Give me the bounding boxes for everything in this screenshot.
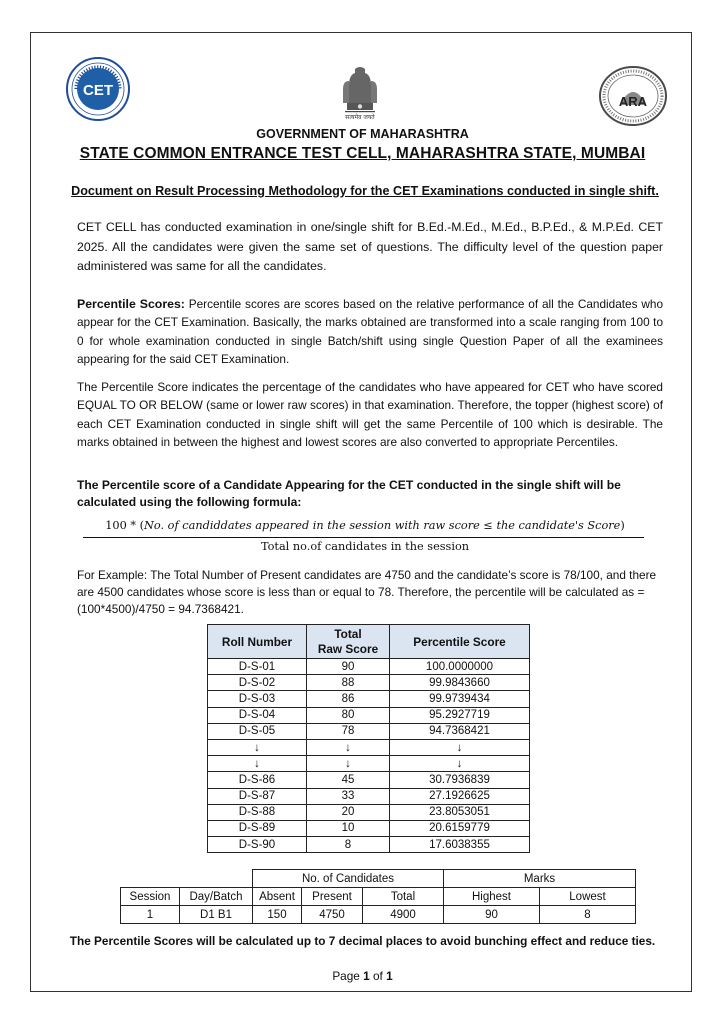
cell-raw-score: 90 xyxy=(307,659,390,675)
header-total: Total xyxy=(363,888,444,906)
cell-lowest: 8 xyxy=(540,906,636,924)
cell-roll-number: D-S-05 xyxy=(208,723,307,739)
table-row xyxy=(208,756,530,772)
footer-middle: of xyxy=(369,969,387,983)
header-percentile-score: Percentile Score xyxy=(390,625,530,659)
group-header-marks: Marks xyxy=(444,870,636,888)
header-lowest: Lowest xyxy=(540,888,636,906)
cell-highest: 90 xyxy=(444,906,540,924)
table-row xyxy=(208,707,530,723)
cell-name-heading: STATE COMMON ENTRANCE TEST CELL, MAHARASHTRA STATE, MUMBAI xyxy=(79,145,646,162)
cell-raw-score: 33 xyxy=(307,788,390,804)
svg-text:ARA: ARA xyxy=(618,94,648,109)
cell-raw-score: 78 xyxy=(307,723,390,739)
table-row xyxy=(208,804,530,820)
header-session: Session xyxy=(121,888,180,906)
summary-table xyxy=(120,869,636,924)
emblem-motto: सत्यमेव जयते xyxy=(345,114,375,121)
footer-current-page: 1 xyxy=(363,969,370,983)
cell-raw-score: ↓ xyxy=(307,756,390,772)
formula-prefix: 100 * ( xyxy=(105,519,145,532)
cell-roll-number: D-S-87 xyxy=(208,788,307,804)
header-raw-score: Raw Score xyxy=(317,641,379,656)
cell-percentile: 20.6159779 xyxy=(390,820,530,836)
percentile-scores-text: Percentile scores are scores based on the relative performance of all the Candidates who appear for the CET Examination. Basically, the marks obtained are transformed into a scale ranging from 100 to 0 for whole examination conducted in single Batch/shift using single Question Paper of all the examinees appearing for the said CET Examination. xyxy=(77,297,664,366)
cell-session: 1 xyxy=(121,906,180,924)
government-heading: GOVERNMENT OF MAHARASHTRA xyxy=(256,127,469,141)
cell-day-batch: D1 B1 xyxy=(180,906,253,924)
formula-numerator-text: No. of candiddates appeared in the session with raw score ≤ the candidate's Score xyxy=(144,519,621,532)
cell-raw-score: ↓ xyxy=(307,739,390,755)
cell-percentile: 100.0000000 xyxy=(390,659,530,675)
cell-raw-score: 45 xyxy=(307,772,390,788)
table-row xyxy=(208,788,530,804)
cell-roll-number: D-S-01 xyxy=(208,659,307,675)
footer-prefix: Page xyxy=(332,969,364,983)
percentile-scores-heading: Percentile Scores: xyxy=(77,297,185,311)
intro-paragraph: CET CELL has conducted examination in one/single shift for B.Ed.-M.Ed., M.Ed., B.P.Ed., & M.P.Ed. CET 2025. All the candidates were given the same set of questions. The difficulty level of the question paper administered was same for all the candidates. xyxy=(77,220,663,273)
header-absent: Absent xyxy=(253,888,302,906)
example-paragraph: For Example: The Total Number of Present candidates are 4750 and the candidate’s score is 78/100, and there are 4500 candidates whose score is less than or equal to 78. Therefore, the percentile will be calculated as = (100*4500)/4750 = 94.7368421. xyxy=(77,568,657,616)
table-row xyxy=(208,659,530,675)
cell-percentile: 95.2927719 xyxy=(390,707,530,723)
cet-cell-logo xyxy=(66,57,130,121)
cell-raw-score: 20 xyxy=(307,804,390,820)
formula-numerator xyxy=(80,519,650,532)
cell-percentile: 27.1926625 xyxy=(390,788,530,804)
formula-fraction-bar xyxy=(83,537,644,538)
svg-text:CET: CET xyxy=(83,82,113,99)
cell-percentile: 99.9739434 xyxy=(390,691,530,707)
cell-raw-score: 8 xyxy=(307,837,390,853)
group-header-candidates: No. of Candidates xyxy=(253,870,444,888)
cell-percentile: 17.6038355 xyxy=(390,837,530,853)
cell-roll-number: D-S-90 xyxy=(208,837,307,853)
cell-percentile: ↓ xyxy=(390,739,530,755)
footer-total-pages: 1 xyxy=(386,969,393,983)
table-row xyxy=(208,772,530,788)
header-present: Present xyxy=(302,888,363,906)
cell-raw-score: 10 xyxy=(307,820,390,836)
percentile-score-table xyxy=(207,624,530,853)
formula-denominator: Total no.of candidates in the session xyxy=(260,540,470,553)
table-row xyxy=(208,837,530,853)
table-row xyxy=(208,691,530,707)
ara-logo xyxy=(598,65,668,127)
cell-roll-number: D-S-03 xyxy=(208,691,307,707)
cell-raw-score: 80 xyxy=(307,707,390,723)
table-row xyxy=(208,820,530,836)
cell-roll-number: D-S-04 xyxy=(208,707,307,723)
formula-suffix: ) xyxy=(620,519,625,532)
cell-roll-number: D-S-86 xyxy=(208,772,307,788)
cell-present: 4750 xyxy=(302,906,363,924)
table-row xyxy=(208,675,530,691)
document-title: Document on Result Processing Methodology for the CET Examinations conducted in single shift. xyxy=(71,184,659,198)
header-day-batch: Day/Batch xyxy=(180,888,253,906)
cell-raw-score: 88 xyxy=(307,675,390,691)
cell-percentile: 30.7936839 xyxy=(390,772,530,788)
header-total-raw-score xyxy=(307,625,390,659)
cell-roll-number: ↓ xyxy=(208,756,307,772)
percentile-explanation-paragraph: The Percentile Score indicates the percentage of the candidates who have appeared for CET who have scored EQUAL TO OR BELOW (same or lower raw scores) in that examination. Therefore, the topper (highest score) of each CET Examination conducted in single shift will get the same Percentile of 100 which is desirable. The marks obtained in between the highest and lowest scores are also converted to appropriate Percentiles. xyxy=(77,380,663,449)
header-roll-number: Roll Number xyxy=(208,625,307,659)
cell-absent: 150 xyxy=(253,906,302,924)
formula-intro: The Percentile score of a Candidate Appearing for the CET conducted in the single shift will be calculated using the following formula: xyxy=(77,478,621,509)
cell-percentile: ↓ xyxy=(390,756,530,772)
cell-roll-number: ↓ xyxy=(208,739,307,755)
cell-total: 4900 xyxy=(363,906,444,924)
cell-percentile: 99.9843660 xyxy=(390,675,530,691)
table-row xyxy=(208,739,530,755)
summary-blank-cell xyxy=(121,870,253,888)
cell-percentile: 23.8053051 xyxy=(390,804,530,820)
cell-roll-number: D-S-02 xyxy=(208,675,307,691)
header-total: Total xyxy=(334,626,362,641)
cell-roll-number: D-S-88 xyxy=(208,804,307,820)
cell-raw-score: 86 xyxy=(307,691,390,707)
header-highest: Highest xyxy=(444,888,540,906)
table-row xyxy=(208,723,530,739)
page-footer xyxy=(0,969,725,983)
percentile-scores-paragraph xyxy=(77,295,663,368)
decimal-places-note: The Percentile Scores will be calculated up to 7 decimal places to avoid bunching effect and reduce ties. xyxy=(69,934,656,948)
cell-percentile: 94.7368421 xyxy=(390,723,530,739)
cell-roll-number: D-S-89 xyxy=(208,820,307,836)
